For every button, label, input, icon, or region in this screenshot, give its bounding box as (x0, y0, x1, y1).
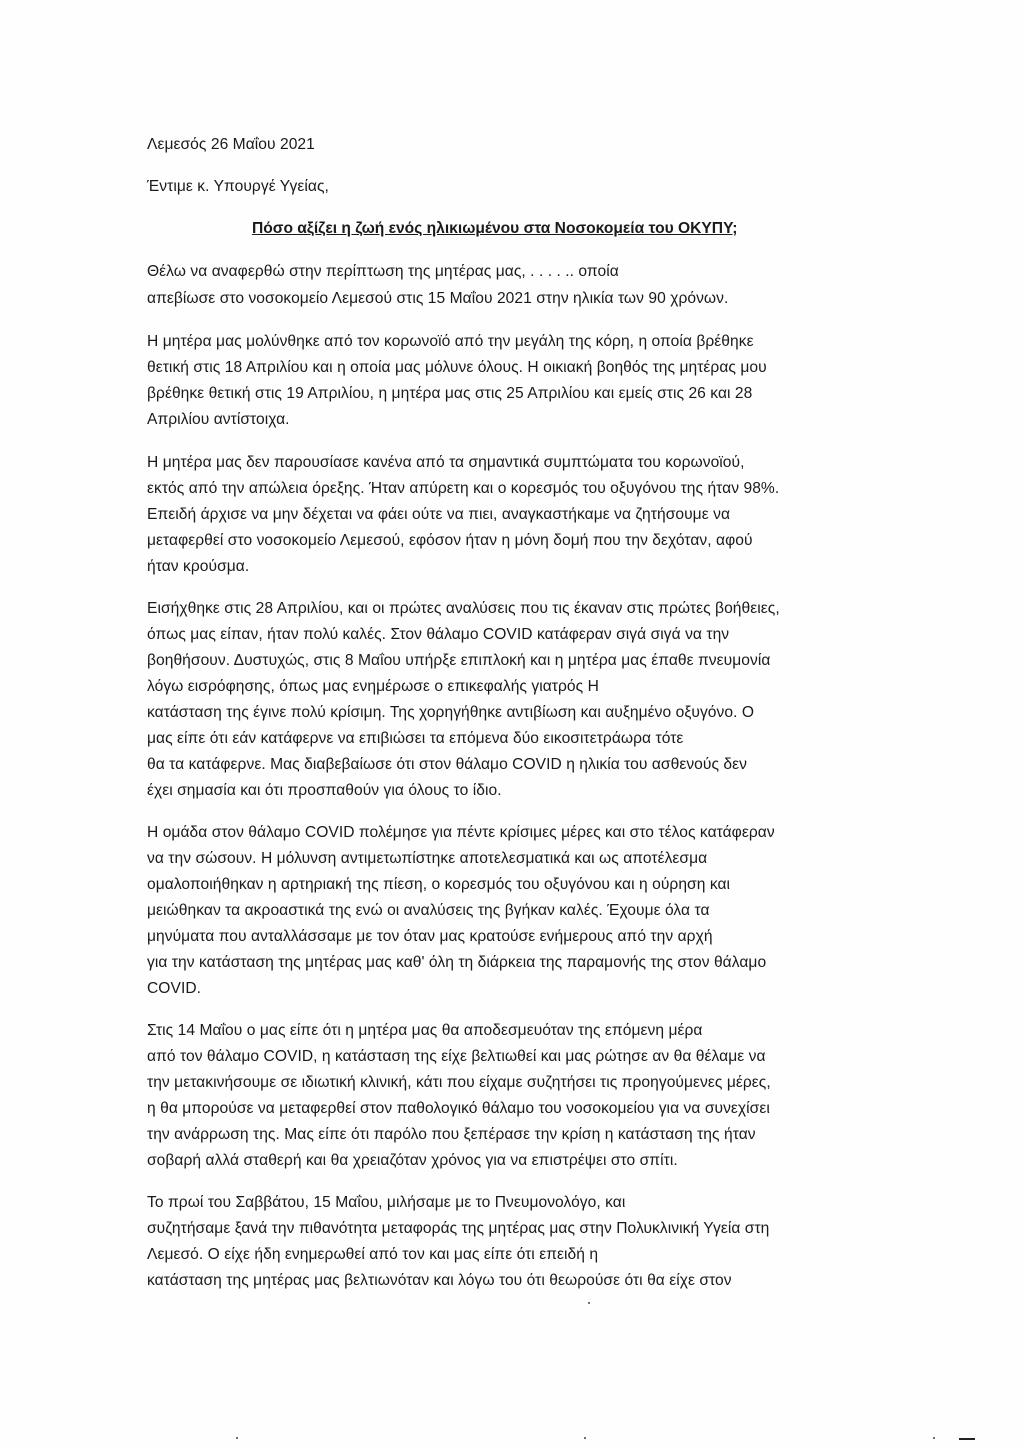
paragraph-line: η θα μπορούσε να μεταφερθεί στον παθολογικό θάλαμο του νοσοκομείου για να συνεχίσει (147, 1100, 770, 1117)
paragraph-line: Η ομάδα στον θάλαμο COVID πολέμησε για πέντε κρίσιμες μέρες και στο τέλος κατάφεραν (147, 824, 775, 841)
letter-date: Λεμεσός 26 Μαΐου 2021 (147, 136, 315, 153)
paragraph-line: όπως μας είπαν, ήταν πολύ καλές. Στον θάλαμο COVID κατάφεραν σιγά σιγά να την (147, 626, 730, 643)
scan-speck (933, 1437, 935, 1439)
paragraph-line: από τον θάλαμο COVID, η κατάσταση της είχε βελτιωθεί και μας ρώτησε αν θα θέλαμε να (147, 1048, 766, 1065)
paragraph-line: θα τα κατάφερνε. Μας διαβεβαίωσε ότι στον θάλαμο COVID η ηλικία του ασθενούς δεν (147, 756, 747, 773)
paragraph-line: Επειδή άρχισε να μην δέχεται να φάει ούτε να πιει, αναγκαστήκαμε να ζητήσουμε να (147, 506, 731, 523)
paragraph-line: μας είπε ότι εάν κατάφερνε να επιβιώσει τα επόμενα δύο εικοσιτετράωρα τότε (147, 730, 684, 747)
scan-speck (236, 1437, 238, 1439)
paragraph-line: βοηθήσουν. Δυστυχώς, στις 8 Μαΐου υπήρξε επιπλοκή και η μητέρα μας έπαθε πνευμονία (147, 652, 771, 669)
paragraph-line: Λεμεσό. Ο είχε ήδη ενημερωθεί από τον και μας είπε ότι επειδή η (147, 1246, 599, 1263)
paragraph-line: μηνύματα που ανταλλάσσαμε με τον όταν μας κρατούσε ενήμερους από την αρχή (147, 928, 713, 945)
scan-speck (588, 1302, 590, 1304)
paragraph-line: Η μητέρα μας δεν παρουσίασε κανένα από τα σημαντικά συμπτώματα του κορωνοϊού, (147, 454, 745, 471)
paragraph-line: σοβαρή αλλά σταθερή και θα χρειαζόταν χρόνος για να επιστρέψει στο σπίτι. (147, 1152, 678, 1169)
paragraph-line: εκτός από την απώλεια όρεξης. Ήταν απύρετη και ο κορεσμός του οξυγόνου της ήταν 98%. (147, 480, 780, 497)
letter-title: Πόσο αξίζει η ζωή ενός ηλικιωμένου στα Νοσοκομεία του ΟΚΥΠΥ; (252, 220, 738, 237)
scan-mark (959, 1438, 975, 1440)
paragraph-line: κατάσταση της μητέρας μας βελτιωνόταν και λόγω του ότι θεωρούσε ότι θα είχε στον (147, 1272, 732, 1289)
paragraph-line: μεταφερθεί στο νοσοκομείο Λεμεσού, εφόσον ήταν η μόνη δομή που την δεχόταν, αφού (147, 532, 753, 549)
paragraph-line: Το πρωί του Σαββάτου, 15 Μαΐου, μιλήσαμε με το Πνευμονολόγο, και (147, 1194, 626, 1211)
paragraph-line: θετική στις 18 Απριλίου και η οποία μας μόλυνε όλους. Η οικιακή βοηθός της μητέρας μου (147, 359, 767, 376)
paragraph-line: βρέθηκε θετική στις 19 Απριλίου, η μητέρα μας στις 25 Απριλίου και εμείς στις 26 και 28 (147, 385, 753, 402)
paragraph-line: Η μητέρα μας μολύνθηκε από τον κορωνοϊό από την μεγάλη της κόρη, η οποία βρέθηκε (147, 333, 754, 350)
paragraph-line: COVID. (147, 980, 202, 997)
paragraph-line: ήταν κρούσμα. (147, 558, 250, 575)
paragraph-line: την ανάρρωση της. Μας είπε ότι παρόλο που ξεπέρασε την κρίση η κατάσταση της ήταν (147, 1126, 756, 1143)
paragraph-line: για την κατάσταση της μητέρας μας καθ' όλη τη διάρκεια της παραμονής της στον θάλαμο (147, 954, 767, 971)
paragraph-line: έχει σημασία και ότι προσπαθούν για όλους το ίδιο. (147, 782, 502, 799)
paragraph-line: κατάσταση της έγινε πολύ κρίσιμη. Της χορηγήθηκε αντιβίωση και αυξημένο οξυγόνο. Ο (147, 704, 755, 721)
paragraph-line: να την σώσουν. Η μόλυνση αντιμετωπίστηκε αποτελεσματικά και ως αποτέλεσμα (147, 850, 708, 867)
paragraph-line: ομαλοποιήθηκαν η αρτηριακή της πίεση, ο κορεσμός του οξυγόνου και η ούρηση και (147, 876, 731, 893)
paragraph-line: συζητήσαμε ξανά την πιθανότητα μεταφοράς της μητέρας μας στην Πολυκλινική Υγεία στη (147, 1220, 770, 1237)
paragraph-line: λόγω εισρόφησης, όπως μας ενημέρωσε ο επικεφαλής γιατρός Η (147, 678, 599, 695)
paragraph-line: Στις 14 Μαΐου ο μας είπε ότι η μητέρα μας θα αποδεσμευόταν της επόμενη μέρα (147, 1022, 703, 1039)
paragraph-line: την μετακινήσουμε σε ιδιωτική κλινική, κάτι που είχαμε συζητήσει τις προηγούμενες μέρες, (147, 1074, 771, 1091)
paragraph-line: Απριλίου αντίστοιχα. (147, 411, 290, 428)
paragraph-line: Θέλω να αναφερθώ στην περίπτωση της μητέρας μας, . . . . .. οποία (147, 263, 619, 280)
letter-salutation: Έντιμε κ. Υπουργέ Υγείας, (147, 178, 329, 195)
paragraph-line: απεβίωσε στο νοσοκομείο Λεμεσού στις 15 Μαΐου 2021 στην ηλικία των 90 χρόνων. (147, 290, 729, 307)
paragraph-line: Εισήχθηκε στις 28 Απριλίου, και οι πρώτες αναλύσεις που τις έκαναν στις πρώτες βοήθειες, (147, 600, 780, 617)
paragraph-line: μειώθηκαν τα ακροαστικά της ενώ οι αναλύσεις της βγήκαν καλές. Έχουμε όλα τα (147, 902, 710, 919)
scan-speck (584, 1437, 586, 1439)
